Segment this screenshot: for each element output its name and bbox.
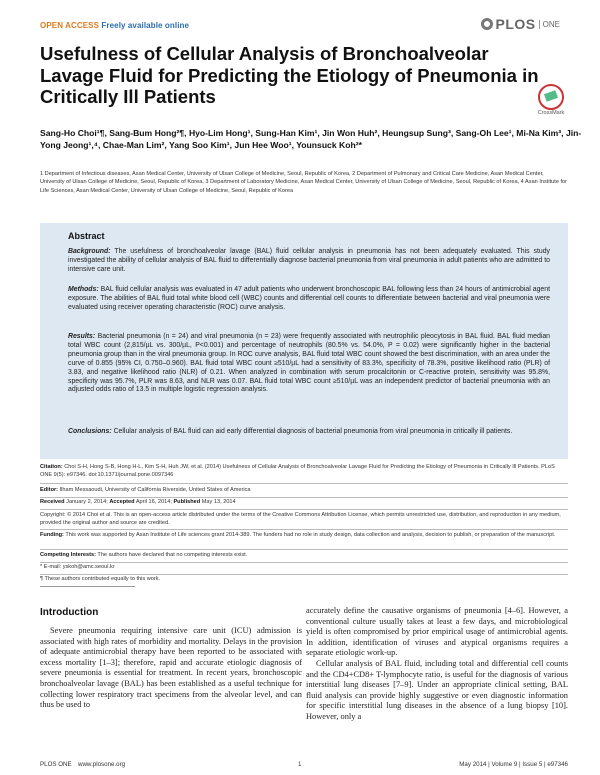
open-label: OPEN — [40, 21, 64, 30]
funding-text: This work was supported by Asan Institute of Life sciences grant 2014-389. The funders had no role in study design, data collection and analysis, decision to publish, or preparation of the manuscript. — [65, 532, 556, 538]
crossmark-icon — [538, 84, 564, 110]
crossmark-label: CrossMark — [537, 110, 565, 116]
funding — [40, 532, 568, 540]
citation-label: Citation: — [40, 464, 63, 470]
intro-right-column — [306, 606, 568, 723]
divider — [40, 562, 568, 563]
divider — [40, 529, 568, 530]
citation-text[interactable]: Choi S-H, Hong S-B, Hong H-L, Kim S-H, Huh JW, et al. (2014) Usefulness of Cellular Analysis of Bronchoalveolar Lavage Fluid for Predicting the Etiology of Pneumonia in Critically Ill Patients. PLoS ONE 9(5): e97346. doi:10.1371/journal.pone.0097346 — [40, 464, 555, 478]
footer-journal: PLOS ONE — [40, 761, 72, 768]
copyright: Copyright: © 2014 Choi et al. This is an open-access article distributed under the terms of the Creative Commons Attribution License, which permits unrestricted use, distribution, and reproduction in any medium, provided the original author and source are credited. — [40, 512, 561, 526]
abstract-heading: Abstract — [68, 231, 105, 241]
methods-label: Methods: — [68, 286, 99, 293]
conclusions-text: Cellular analysis of BAL fluid can aid early differential diagnosis of bacterial pneumonia from viral pneumonia in critically ill patients. — [113, 428, 513, 435]
published-label: Published — [173, 499, 201, 505]
editor — [40, 487, 568, 495]
results-text: Bacterial pneumonia (n = 24) and viral pneumonia (n = 23) were frequently associated with neutrophilic pleocytosis in BAL fluid. BAL fluid median total WBC count (2,815/µL vs. 300/µL, P<0.001) and percentage of neutrophils (80.5% vs. 54.0%, P = 0.02) were significantly higher in the bacterial pneumonia group than in the viral pneumonia group. In ROC curve analysis, BAL fluid total WBC count showed the best discrimination, with an area under the curve of 0.855 (95% CI, 0.750–0.960). BAL fluid total WBC count ≥510/µL had a sensitivity of 83.3%, specificity of 78.3%, positive likelihood ratio (PLR) of 3.83, and negative likelihood ratio (NLR) of 0.21. When analyzed in combination with serum procalcitonin or C-reactive protein, sensitivity was 95.8%, specificity was 95.7%, PLR was 8.63, and NLR was 0.07. BAL fluid total WBC count ≥510/µL was an independent predictor of bacterial pneumonia with an adjusted odds ratio of 13.5 in multiple logistic regression analysis. — [68, 333, 551, 394]
footer-issue: May 2014 | Volume 9 | Issue 5 | e97346 — [459, 761, 568, 768]
divider — [40, 586, 135, 587]
divider — [40, 549, 568, 550]
access-label: ACCESS — [65, 21, 100, 30]
intro-paragraph: Cellular analysis of BAL fluid, including total and differential cell counts and the CD4+CD8+ T-lymphocyte ratio, is useful for the diagnosis of various interstitial lung diseases [7–9]. Under an appropriate clinical setting, BAL fluid analysis can provide highly suggestive or even diagnostic information for specific interstitial lung diseases in the absence of a lung biopsy [10]. However, only a — [306, 658, 568, 721]
methods-text: BAL fluid cellular analysis was evaluated in 47 adult patients who underwent bronchoscopic BAL following less than 24 hours of antimicrobial agent exposure. The abilities of BAL fluid total white blood cell (WBC) counts and differential cell counts to differentiate between bacterial and viral pneumonia were evaluated using receiver operating characteristic (ROC) curve analysis. — [68, 286, 550, 311]
crossmark-badge[interactable] — [532, 84, 570, 116]
abstract-methods — [68, 286, 550, 313]
open-access-banner — [40, 21, 189, 30]
intro-left-column — [40, 626, 302, 711]
plos-wordmark: PLOS — [495, 16, 536, 32]
divider — [40, 574, 568, 575]
plos-one-logo[interactable] — [481, 16, 560, 32]
freely-available-label: Freely available online — [101, 21, 190, 30]
editor-text: Ilham Messaoudi, University of California Riverside, United States of America — [59, 487, 251, 493]
introduction-heading: Introduction — [40, 607, 99, 618]
abstract-results — [68, 333, 550, 395]
background-label: Background: — [68, 248, 111, 255]
divider — [40, 497, 568, 498]
intro-paragraph: accurately define the causative organisms of pneumonia [4–6]. However, a conventional culture usually takes at least a few days, and microbiological yield is often compromised by prior empirical usage of antimicrobial agents. In addition, identification of viruses and atypical organisms requires a separate etiologic work-up. — [306, 606, 568, 658]
accepted-label: Accepted — [109, 499, 135, 505]
accepted-date: April 16, 2014; — [135, 499, 172, 505]
plos-logo-icon — [481, 18, 493, 30]
divider — [40, 483, 568, 484]
author-list: Sang-Ho Choi¹¶, Sang-Bum Hong²¶, Hyo-Lim Hong¹, Sung-Han Kim¹, Jin Won Huh², Heungsup Sung³, Sang-Oh Lee¹, Mi-Na Kim³, Jin-Yong Jeong¹,⁴, Chae-Man Lim², Yang Soo Kim¹, Jun Hee Woo¹, Younsuck Koh²* — [40, 128, 582, 150]
page-number: 1 — [298, 761, 302, 768]
received-date: January 2, 2014; — [66, 499, 108, 505]
competing-text: The authors have declared that no competing interests exist. — [97, 552, 248, 558]
funding-label: Funding: — [40, 532, 64, 538]
editor-label: Editor: — [40, 487, 59, 493]
conclusions-label: Conclusions: — [68, 428, 112, 435]
one-wordmark: ONE — [539, 20, 560, 29]
results-label: Results: — [68, 333, 96, 340]
divider — [40, 509, 568, 510]
dates — [40, 499, 568, 507]
footer-url[interactable]: www.plosone.org — [78, 761, 126, 768]
affiliations: 1 Department of Infectious diseases, Asan Medical Center, University of Ulsan College of Medicine, Seoul, Republic of Korea, 2 Department of Pulmonary and Critical Care Medicine, Asan Medical Center, University of Ulsan College of Medicine, Seoul, Republic of Korea, 3 Department of Laboratory Medicine, Asan Medical Center, University of Ulsan College of Medicine, Seoul, Republic of Korea, 4 Asan Institute for Life Sciences, Asan Medical Center, University of Ulsan College of Medicine, Seoul, Republic of Korea — [40, 171, 568, 194]
equal-contribution-note: ¶ These authors contributed equally to this work. — [40, 576, 161, 582]
background-text: The usefulness of bronchoalveolar lavage (BAL) fluid cellular analysis in pneumonia has not been adequately evaluated. This study investigated the ability of cellular analysis of BAL fluid to differentially diagnose bacterial pneumonia from viral pneumonia in adult patients who are admitted to intensive care unit. — [68, 248, 550, 273]
published-date: May 13, 2014 — [201, 499, 236, 505]
citation — [40, 464, 568, 480]
received-label: Received — [40, 499, 65, 505]
competing-interests — [40, 552, 568, 560]
abstract-background — [68, 248, 550, 275]
competing-label: Competing Interests: — [40, 552, 96, 558]
abstract-conclusions — [68, 428, 550, 437]
intro-paragraph: Severe pneumonia requiring intensive care unit (ICU) admission is associated with high rates of morbidity and mortality. Delays in the provision of adequate antimicrobial therapy have been reported to be associated with excess mortality [1–3]; therefore, rapid and accurate etiologic diagnosis of severe pneumonia is essential for treatment. In recent years, bronchoscopic bronchoalveolar lavage (BAL) has been established as a useful technique for collecting lower respiratory tract specimens from the alveolar level, and can thus be used to — [40, 626, 302, 710]
corresponding-email[interactable]: * E-mail: yskoh@amc.seoul.kr — [40, 564, 115, 570]
article-title: Usefulness of Cellular Analysis of Bronchoalveolar Lavage Fluid for Predicting the Etiology of Pneumonia in Critically Ill Patients — [40, 43, 539, 107]
abstract-box — [40, 223, 568, 459]
